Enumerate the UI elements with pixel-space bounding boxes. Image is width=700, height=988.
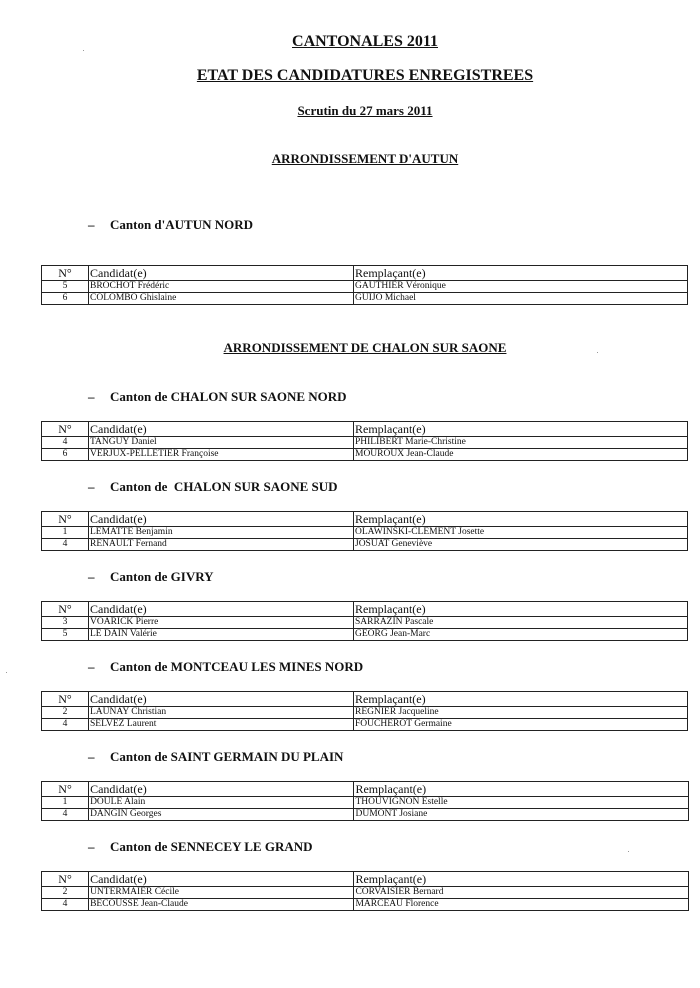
header-num: N°	[42, 422, 89, 437]
table-row	[42, 293, 688, 305]
row-num: 4	[42, 899, 89, 911]
canton-name: Canton de CHALON SUR SAONE NORD	[110, 389, 347, 404]
row-num: 4	[42, 437, 89, 449]
header-replacement: Remplaçant(e)	[354, 602, 688, 617]
header-candidate: Candidat(e)	[89, 422, 354, 437]
canton-name: Canton de CHALON SUR SAONE SUD	[110, 479, 338, 494]
table-row	[42, 527, 688, 539]
canton-heading	[88, 659, 363, 675]
candidates-table	[41, 265, 688, 305]
canton-heading	[88, 749, 343, 765]
scan-speck	[83, 50, 84, 51]
arrondissement-heading: ARRONDISSEMENT DE CHALON SUR SAONE	[223, 340, 507, 355]
row-replacement: REGNIER Jacqueline	[354, 707, 688, 719]
canton-heading	[88, 217, 253, 233]
table-row	[42, 899, 689, 911]
row-num: 3	[42, 617, 89, 629]
row-replacement: CORVAISIER Bernard	[354, 887, 689, 899]
row-candidate: DANGIN Georges	[89, 809, 354, 821]
table-row	[42, 449, 688, 461]
table-row	[42, 629, 688, 641]
table-row	[42, 887, 689, 899]
row-replacement: MARCEAU Florence	[354, 899, 689, 911]
table-row	[42, 719, 688, 731]
canton-heading	[88, 839, 313, 855]
table-row	[42, 809, 689, 821]
header-candidate: Candidat(e)	[89, 512, 354, 527]
header-num: N°	[42, 266, 89, 281]
dash-bullet: –	[88, 839, 95, 854]
row-num: 2	[42, 887, 89, 899]
row-replacement: FOUCHEROT Germaine	[354, 719, 688, 731]
header-replacement: Remplaçant(e)	[354, 692, 688, 707]
table-row	[42, 539, 688, 551]
candidates-table	[41, 421, 688, 461]
arrondissement-heading: ARRONDISSEMENT D'AUTUN	[271, 151, 459, 166]
row-replacement: GUIJO Michael	[354, 293, 688, 305]
row-candidate: RENAULT Fernand	[89, 539, 354, 551]
row-num: 6	[42, 293, 89, 305]
scan-speck	[597, 352, 598, 353]
row-replacement: MOUROUX Jean-Claude	[354, 449, 688, 461]
row-num: 5	[42, 629, 89, 641]
table-row	[42, 797, 689, 809]
row-replacement: SARRAZIN Pascale	[354, 617, 688, 629]
row-replacement: OLAWINSKI-CLEMENT Josette	[354, 527, 688, 539]
dash-bullet: –	[88, 569, 95, 584]
header-candidate: Candidat(e)	[89, 266, 354, 281]
row-candidate: UNTERMAIER Cécile	[89, 887, 354, 899]
row-candidate: LAUNAY Christian	[89, 707, 354, 719]
dash-bullet: –	[88, 659, 95, 674]
document-title: CANTONALES 2011	[292, 33, 438, 50]
row-num: 5	[42, 281, 89, 293]
header-num: N°	[42, 782, 89, 797]
election-date: Scrutin du 27 mars 2011	[297, 103, 433, 118]
row-num: 4	[42, 719, 89, 731]
row-candidate: VOARICK Pierre	[89, 617, 354, 629]
dash-bullet: –	[88, 749, 95, 764]
row-replacement: JOSUAT Geneviève	[354, 539, 688, 551]
header-num: N°	[42, 602, 89, 617]
scan-speck	[628, 851, 629, 852]
candidates-table	[41, 511, 688, 551]
candidates-table	[41, 781, 689, 821]
row-replacement: PHILIBERT Marie-Christine	[354, 437, 688, 449]
row-candidate: BROCHOT Frédéric	[89, 281, 354, 293]
row-candidate: TANGUY Daniel	[89, 437, 354, 449]
header-replacement: Remplaçant(e)	[354, 512, 688, 527]
row-candidate: BECOUSSE Jean-Claude	[89, 899, 354, 911]
header-num: N°	[42, 872, 89, 887]
dash-bullet: –	[88, 389, 95, 404]
canton-heading	[88, 389, 347, 405]
table-header-row	[42, 692, 688, 707]
row-replacement: DUMONT Josiane	[354, 809, 689, 821]
header-candidate: Candidat(e)	[89, 602, 354, 617]
header-num: N°	[42, 692, 89, 707]
table-header-row	[42, 512, 688, 527]
header-replacement: Remplaçant(e)	[354, 782, 689, 797]
row-num: 4	[42, 539, 89, 551]
document-subtitle: ETAT DES CANDIDATURES ENREGISTREES	[196, 67, 534, 84]
table-header-row	[42, 782, 689, 797]
table-header-row	[42, 872, 689, 887]
row-num: 6	[42, 449, 89, 461]
row-candidate: COLOMBO Ghislaine	[89, 293, 354, 305]
header-replacement: Remplaçant(e)	[354, 422, 688, 437]
header-candidate: Candidat(e)	[89, 782, 354, 797]
canton-name: Canton de SAINT GERMAIN DU PLAIN	[110, 749, 344, 764]
header-num: N°	[42, 512, 89, 527]
header-replacement: Remplaçant(e)	[354, 872, 689, 887]
canton-name: Canton de MONTCEAU LES MINES NORD	[110, 659, 364, 674]
canton-heading	[88, 479, 338, 495]
row-num: 1	[42, 527, 89, 539]
row-replacement: THOUVIGNON Estelle	[354, 797, 689, 809]
canton-name: Canton d'AUTUN NORD	[110, 217, 254, 232]
row-candidate: LEMATTE Benjamin	[89, 527, 354, 539]
header-candidate: Candidat(e)	[89, 692, 354, 707]
candidates-table	[41, 601, 688, 641]
row-candidate: LE DAIN Valérie	[89, 629, 354, 641]
table-header-row	[42, 602, 688, 617]
candidates-table	[41, 871, 689, 911]
row-num: 1	[42, 797, 89, 809]
row-candidate: SELVEZ Laurent	[89, 719, 354, 731]
canton-name: Canton de GIVRY	[110, 569, 214, 584]
table-row	[42, 437, 688, 449]
row-replacement: GEORG Jean-Marc	[354, 629, 688, 641]
header-replacement: Remplaçant(e)	[354, 266, 688, 281]
row-num: 2	[42, 707, 89, 719]
row-num: 4	[42, 809, 89, 821]
table-header-row	[42, 422, 688, 437]
table-row	[42, 617, 688, 629]
table-row	[42, 707, 688, 719]
row-candidate: DOULE Alain	[89, 797, 354, 809]
table-header-row	[42, 266, 688, 281]
candidates-table	[41, 691, 688, 731]
table-row	[42, 281, 688, 293]
row-candidate: VERJUX-PELLETIER Françoise	[89, 449, 354, 461]
canton-heading	[88, 569, 214, 585]
row-replacement: GAUTHIER Véronique	[354, 281, 688, 293]
dash-bullet: –	[88, 479, 95, 494]
canton-name: Canton de SENNECEY LE GRAND	[110, 839, 313, 854]
dash-bullet: –	[88, 217, 95, 232]
header-candidate: Candidat(e)	[89, 872, 354, 887]
scan-speck	[6, 672, 7, 673]
